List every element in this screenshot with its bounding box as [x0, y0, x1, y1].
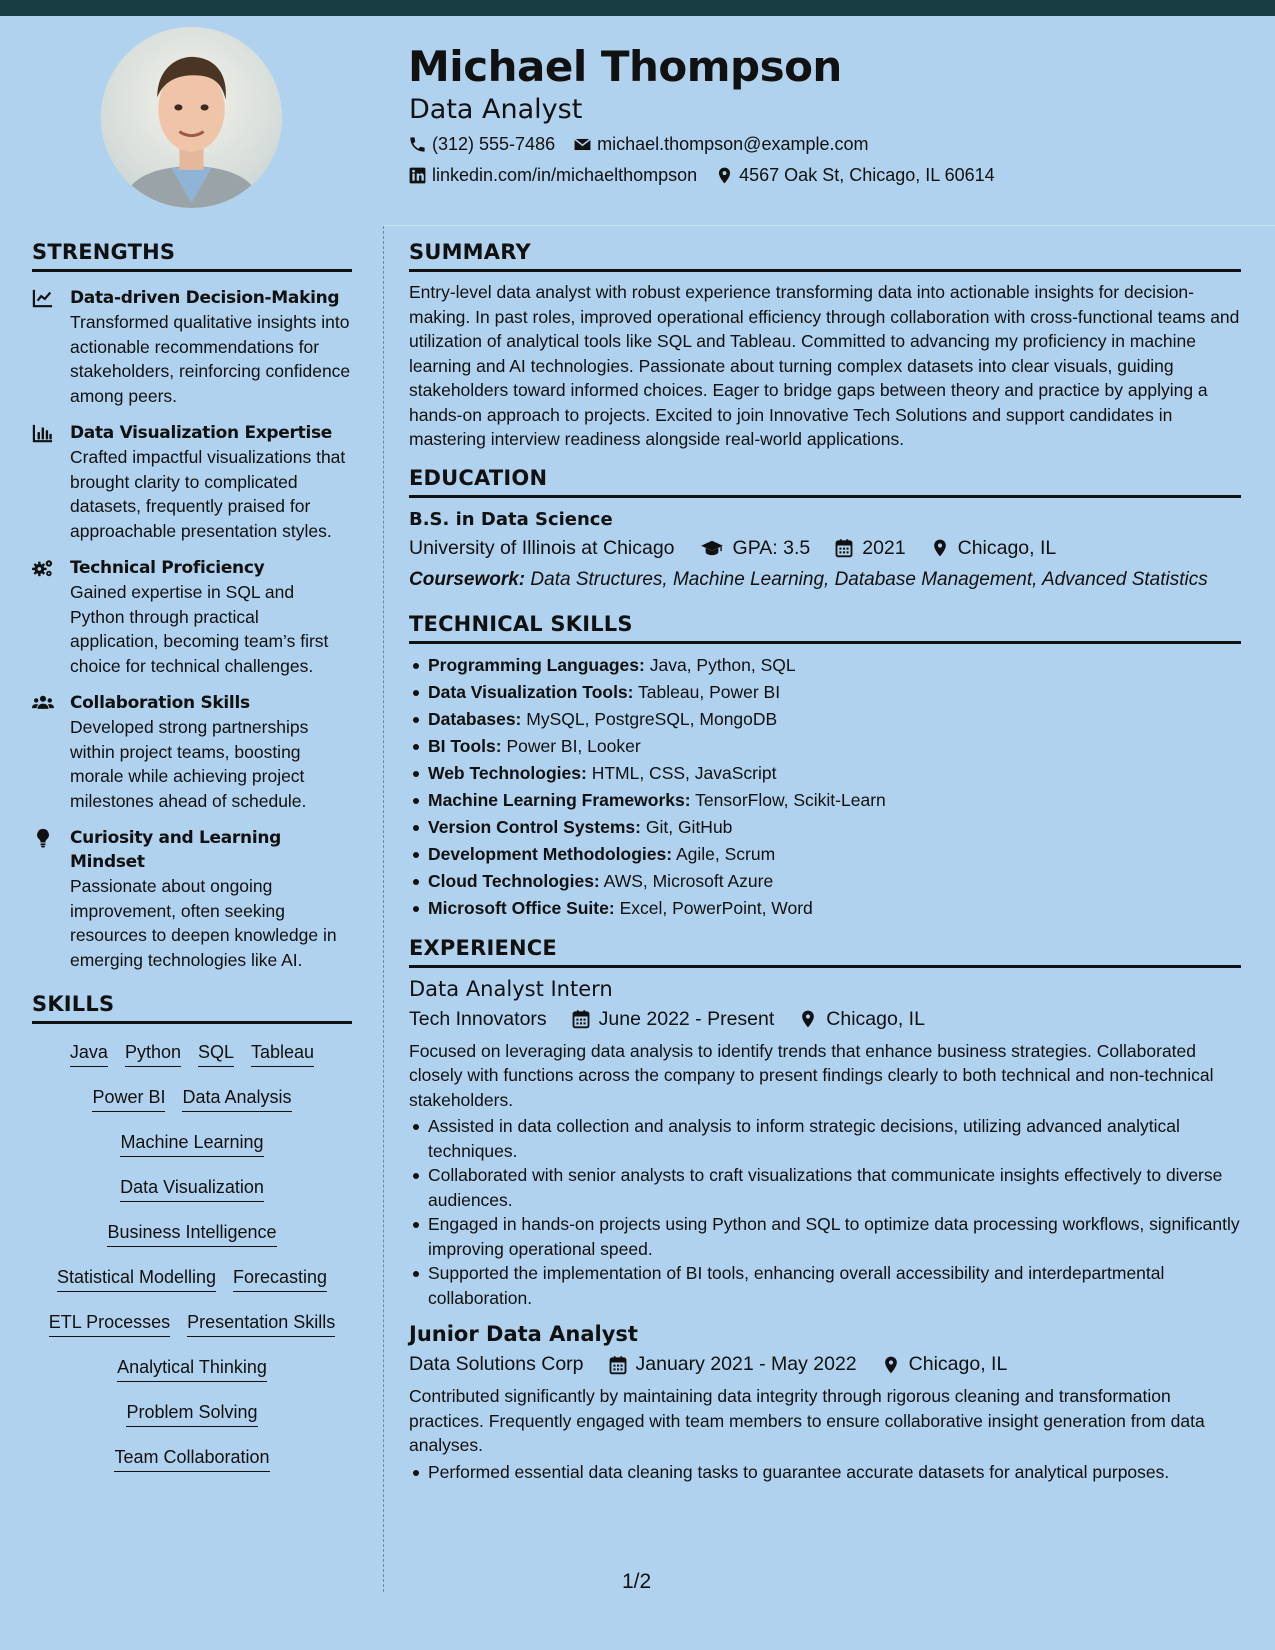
coursework-label: Coursework: [409, 568, 526, 590]
list-item: Engaged in hands-on projects using Python and SQL to optimize data processing workflows, significantly improving operational speed. [409, 1212, 1241, 1261]
map-pin-icon [798, 1009, 818, 1029]
job-meta [409, 1008, 1241, 1031]
strength-title: Data-driven Decision-Making [70, 288, 340, 308]
coursework-text: Data Structures, Machine Learning, Database Management, Advanced Statistics [530, 568, 1208, 590]
experience-section [409, 936, 1241, 1485]
calendar-icon [571, 1009, 591, 1029]
job-entry [409, 1322, 1241, 1484]
candidate-title: Data Analyst [409, 94, 583, 125]
strength-title: Collaboration Skills [70, 693, 250, 713]
lightbulb-icon [32, 828, 54, 848]
map-pin-icon [930, 538, 950, 558]
linkedin-text[interactable]: linkedin.com/in/michaelthompson [432, 165, 698, 185]
company: Tech Innovators [409, 1007, 547, 1030]
strength-item [32, 556, 352, 678]
job-location: Chicago, IL [908, 1353, 1008, 1375]
coursework [409, 568, 1241, 592]
technical-skills-heading: TECHNICAL SKILLS [409, 612, 1241, 644]
skill-tag: Business Intelligence [107, 1222, 276, 1247]
graduation-cap-icon [699, 538, 725, 558]
skill-tag: Presentation Skills [187, 1312, 335, 1337]
gpa: GPA: 3.5 [732, 536, 811, 559]
experience-heading: EXPERIENCE [409, 936, 1241, 968]
job-description: Focused on leveraging data analysis to identify trends that enhance business strategies. Collaborated closely with functions across the company to present findings clearly to both technical and non-technical stakeholders. [409, 1040, 1214, 1110]
strength-item [32, 421, 352, 543]
column-divider [383, 226, 384, 1592]
strength-title: Technical Proficiency [70, 558, 265, 578]
strength-desc: Transformed qualitative insights into actionable recommendations for stakeholders, reinforcing confidence among peers. [70, 312, 351, 406]
skill-tag: Python [125, 1042, 181, 1067]
skill-tag: Problem Solving [126, 1402, 257, 1427]
right-column [409, 240, 1241, 1498]
job-title: Junior Data Analyst [409, 1322, 638, 1346]
strength-item [32, 691, 352, 813]
list-item: Web Technologies: HTML, CSS, JavaScript [409, 760, 1241, 787]
degree: B.S. in Data Science [409, 508, 613, 530]
candidate-name: Michael Thompson [408, 42, 842, 91]
school: University of Illinois at Chicago [409, 536, 675, 559]
skill-tag: Power BI [92, 1087, 165, 1112]
strength-desc: Gained expertise in SQL and Python through practical application, becoming team’s first choice for technical challenges. [70, 582, 329, 676]
list-item: BI Tools: Power BI, Looker [409, 733, 1241, 760]
portrait-image [101, 27, 282, 208]
skill-tag: Data Analysis [182, 1087, 291, 1112]
users-icon [32, 693, 54, 713]
phone-contact [408, 134, 555, 155]
strength-desc: Developed strong partnerships within project teams, boosting morale while achieving project milestones ahead of schedule. [70, 717, 309, 811]
grad-year: 2021 [862, 536, 906, 559]
skill-tag: Java [70, 1042, 108, 1067]
skill-tag: Machine Learning [120, 1132, 263, 1157]
list-item: Development Methodologies: Agile, Scrum [409, 841, 1241, 868]
email-text[interactable]: michael.thompson@example.com [597, 134, 869, 154]
skill-tag: ETL Processes [49, 1312, 170, 1337]
skill-tag: SQL [198, 1042, 234, 1067]
job-dates: January 2021 - May 2022 [635, 1353, 857, 1375]
summary-section [409, 240, 1241, 452]
phone-icon [408, 135, 427, 154]
list-item: Microsoft Office Suite: Excel, PowerPoint, Word [409, 895, 1241, 922]
summary-heading: SUMMARY [409, 240, 1241, 272]
school-location: Chicago, IL [957, 536, 1057, 559]
linkedin-icon [408, 166, 427, 185]
job-description: Contributed significantly by maintaining data integrity through rigorous cleaning and transformation practices. Frequently engaged with team members to ensure collaborative insight generation from data analyses. [409, 1386, 1205, 1455]
page-number: 1/2 [622, 1570, 652, 1593]
strength-item [32, 826, 352, 972]
company: Data Solutions Corp [409, 1353, 584, 1375]
strength-item [32, 286, 352, 408]
gears-icon [32, 558, 54, 578]
skill-tag: Tableau [251, 1042, 314, 1067]
strength-title: Data Visualization Expertise [70, 423, 333, 443]
job-dates: June 2022 - Present [598, 1007, 775, 1030]
list-item: Machine Learning Frameworks: TensorFlow, Scikit-Learn [409, 787, 1241, 814]
education-section [409, 466, 1241, 592]
address-contact [715, 165, 995, 186]
skill-tag: Forecasting [233, 1267, 327, 1292]
list-item: Version Control Systems: Git, GitHub [409, 814, 1241, 841]
strength-title: Curiosity and Learning Mindset [70, 828, 282, 872]
phone-text: (312) 555-7486 [432, 134, 556, 154]
header-rule [383, 225, 1275, 226]
skills-heading: SKILLS [32, 992, 352, 1024]
list-item: Assisted in data collection and analysis to inform strategic decisions, utilizing advanced analytical techniques. [409, 1114, 1241, 1163]
list-item: Data Visualization Tools: Tableau, Power BI [409, 679, 1241, 706]
linkedin-contact[interactable] [408, 165, 697, 186]
email-contact[interactable] [573, 134, 868, 155]
skills-tags [32, 1036, 352, 1486]
envelope-icon [573, 135, 592, 154]
bar-chart-icon [32, 423, 54, 443]
line-chart-icon [32, 288, 54, 308]
strengths-list [32, 286, 352, 972]
skill-tag: Data Visualization [120, 1177, 264, 1202]
profile-photo [101, 27, 282, 208]
top-bar [0, 0, 1275, 16]
map-pin-icon [881, 1355, 901, 1375]
skill-tag: Analytical Thinking [117, 1357, 267, 1382]
job-entry [409, 977, 1241, 1311]
job-title: Data Analyst Intern [409, 976, 613, 1001]
job-bullets [409, 1114, 1241, 1310]
address-text: 4567 Oak St, Chicago, IL 60614 [739, 165, 995, 185]
list-item: Collaborated with senior analysts to craft visualizations that communicate insights effectively to diverse audiences. [409, 1163, 1241, 1212]
summary-text: Entry-level data analyst with robust experience transforming data into actionable insights for decision-making. In past roles, improved operational efficiency through collaboration with cross-functional teams and utilization of analytical tools like SQL and Tableau. Committed to advancing my proficiency in machine learning and AI technologies. Passionate about turning complex datasets into clear visuals, guiding stakeholders toward informed choices. Eager to bridge gaps between theory and practice by applying a hands-on approach to projects. Excited to join Innovative Tech Solutions and support candidates in mastering interview readiness alongside real-world applications. [409, 282, 1240, 449]
list-item: Programming Languages: Java, Python, SQL [409, 652, 1241, 679]
list-item: Performed essential data cleaning tasks to guarantee accurate datasets for analytical purposes. [409, 1460, 1241, 1485]
education-heading: EDUCATION [409, 466, 1241, 498]
strength-desc: Passionate about ongoing improvement, often seeking resources to deepen knowledge in emerging technologies like AI. [70, 876, 337, 970]
map-pin-icon [715, 166, 734, 185]
skill-tag: Team Collaboration [114, 1447, 269, 1472]
technical-skills-section [409, 612, 1241, 922]
calendar-icon [834, 538, 854, 558]
contact-row-2 [408, 165, 995, 186]
list-item: Cloud Technologies: AWS, Microsoft Azure [409, 868, 1241, 895]
list-item: Databases: MySQL, PostgreSQL, MongoDB [409, 706, 1241, 733]
job-meta [409, 1353, 1241, 1376]
contact-row-1 [408, 134, 868, 155]
calendar-icon [608, 1355, 628, 1375]
technical-skills-list [409, 652, 1241, 922]
list-item: Supported the implementation of BI tools, enhancing overall accessibility and interdepartmental collaboration. [409, 1261, 1241, 1310]
education-meta [409, 537, 1241, 560]
skill-tag: Statistical Modelling [57, 1267, 216, 1292]
strengths-heading: STRENGTHS [32, 240, 352, 272]
left-column [32, 240, 352, 1486]
job-bullets [409, 1460, 1241, 1485]
job-location: Chicago, IL [826, 1007, 925, 1030]
strength-desc: Crafted impactful visualizations that brought clarity to complicated datasets, frequently praised for approachable presentation styles. [70, 447, 346, 541]
